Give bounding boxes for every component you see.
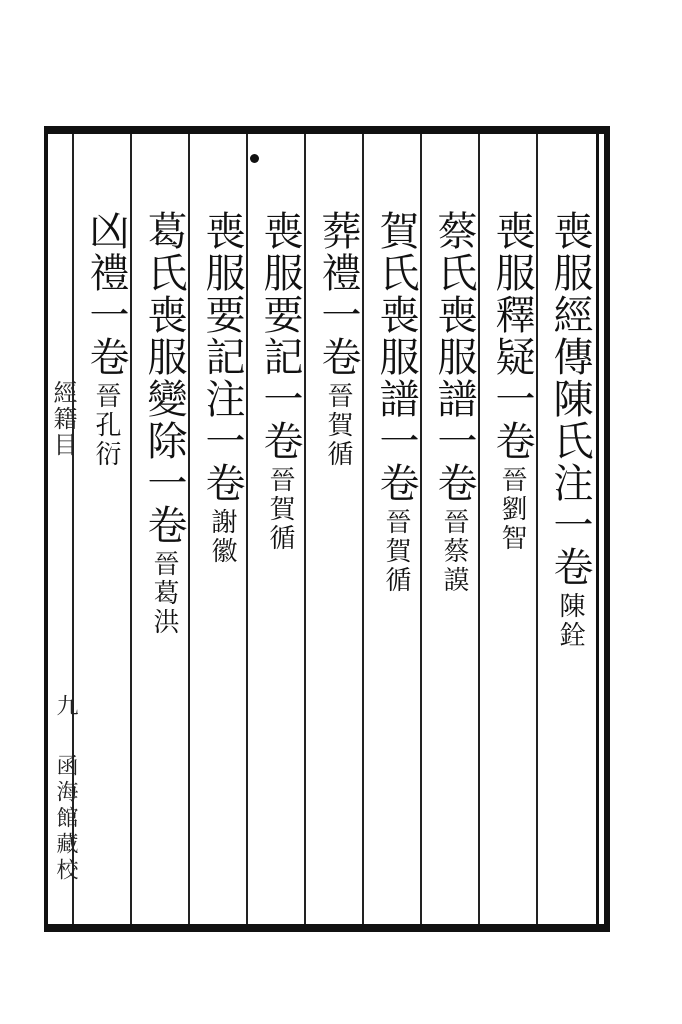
entry-title: 喪服經傳陳氏注一卷 xyxy=(547,210,593,588)
catalog-entry xyxy=(310,210,366,469)
entry-author-note: 晉劉智 xyxy=(497,466,527,553)
entry-author-note: 晉賀循 xyxy=(265,466,295,553)
catalog-entry xyxy=(426,210,482,595)
catalog-entry xyxy=(78,210,134,469)
entry-author-note: 晉賀循 xyxy=(381,508,411,595)
entry-title: 葬禮一卷 xyxy=(315,210,361,378)
frame-bottom-border xyxy=(44,924,610,932)
entry-title: 葛氏喪服變除一卷 xyxy=(141,210,187,546)
entry-title: 賀氏喪服譜一卷 xyxy=(373,210,419,504)
catalog-entry xyxy=(368,210,424,595)
frame-right-border xyxy=(604,126,610,932)
entry-author-note: 晉蔡謨 xyxy=(439,508,469,595)
entry-author-note: 謝徽 xyxy=(207,508,237,566)
entry-author-note: 晉葛洪 xyxy=(149,550,179,637)
entry-author-note: 晉賀循 xyxy=(323,382,353,469)
frame-left-border xyxy=(44,126,48,932)
entry-author-note: 陳銓 xyxy=(555,592,585,650)
entry-title: 凶禮一卷 xyxy=(83,210,129,378)
library-mark: 函海館藏校 xyxy=(53,754,78,884)
catalog-entry xyxy=(252,210,308,553)
frame-top-border xyxy=(44,126,610,134)
entry-title: 喪服要記注一卷 xyxy=(199,210,245,504)
entry-title: 喪服釋疑一卷 xyxy=(489,210,535,462)
section-title: 經籍目 xyxy=(49,380,77,458)
catalog-entry xyxy=(484,210,540,553)
entry-author-note: 晉孔衍 xyxy=(91,382,121,469)
leaf-number: 九 xyxy=(53,694,78,716)
catalog-entry xyxy=(194,210,250,566)
entry-title: 蔡氏喪服譜一卷 xyxy=(431,210,477,504)
catalog-entry xyxy=(136,210,192,637)
catalog-entry xyxy=(542,210,598,650)
entry-title: 喪服要記一卷 xyxy=(257,210,303,462)
punctuation-dot xyxy=(250,154,259,163)
